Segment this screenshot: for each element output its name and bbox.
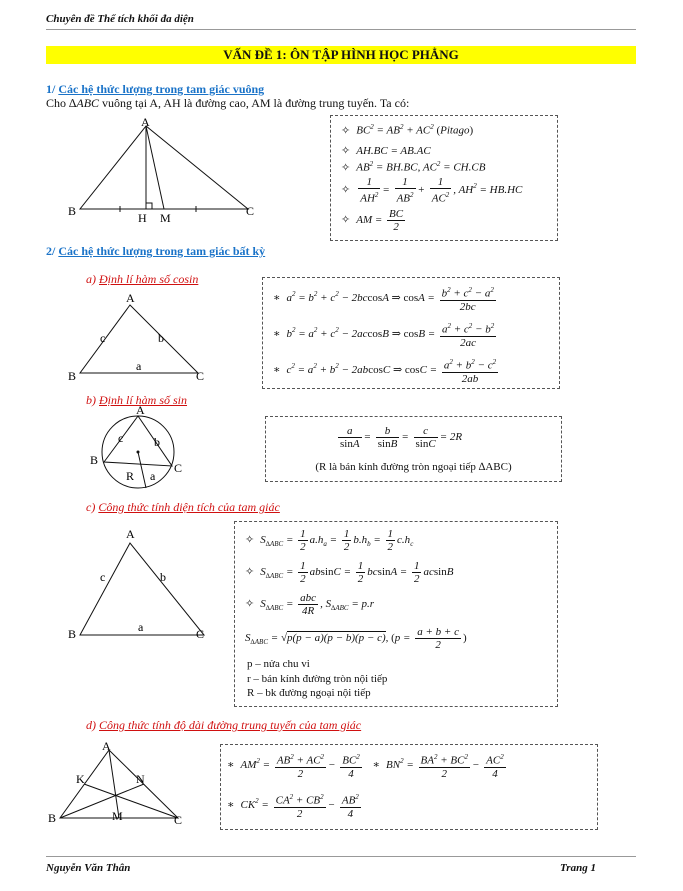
svg-text:R: R [126,469,135,483]
point-H: H [138,211,147,225]
svg-text:b: b [158,331,164,345]
right-triangle-formulas: ✧ $BC^2 = AB^2 + AC^2$ (Pitago) ✧ AH.BC = AB.AC ✧ $AB^2 = BH.BC$, $AC^2 = CH.CB$ ✧ $\frac{1}{AH^2}$ = $\frac{1}{AB^2}$ + $\frac{1}{AC^2}$ , $AH^2 = HB.HC$ ✧ AM = $\frac{BC}{2}$ [330,115,558,241]
footer-author: Nguyễn Văn Thân [46,862,131,874]
svg-text:B: B [90,453,99,467]
cosine-formulas: ∗ $a^2 = b^2 + c^2 - 2bccosA$ ⇒ cosA = $\frac{b^2 + c^2 - a^2}{2bc}$ ∗ $b^2 = a^2 + c^2 - 2accosB$ ⇒ cosB = $\frac{a^2 + c^2 - b^2}{2ac}$ ∗ $c^2 = a^2 + b^2 - 2abcosC$ ⇒ cosC = $\frac{a^2 + b^2 - c^2}{2ab}$ [262,277,560,389]
vertex-A: A [141,115,150,129]
cosine-triangle-figure [64,290,214,385]
section-1-intro: Cho ∆ABC vuông tại A, AH là đường cao, AM là đường trung tuyến. Ta có: [46,96,410,110]
section-1-title: Các hệ thức lượng trong tam giác vuông [58,82,265,96]
area-triangle-figure [64,525,214,643]
svg-text:c: c [100,570,106,584]
svg-text:B: B [48,811,57,825]
right-triangle-figure [60,112,270,232]
svg-text:A: A [102,739,111,753]
svg-text:B: B [68,369,77,383]
semiperimeter-note: p – nửa chu vi [247,658,310,670]
section-1-heading: 1/ Các hệ thức lượng trong tam giác vuông [46,82,265,96]
area-formulas: ✧ $S_{\Delta ABC}$ = $\frac{1}{2}$ $a.h_a$ = $\frac{1}{2}$ $b.h_b$ = $\frac{1}{2}$ $c.h_c$ ✧ $S_{\Delta ABC}$ = $\frac{1}{2}$ absinC = $\frac{1}{2}$ bcsinA = $\frac{1}{2}$ acsinB ✧ $S_{\Delta ABC}$ = $\frac{\text{abc}}{4R}$ , $S_{\Delta ABC} = p.r$ $S_{\Delta ABC} = √p(p - a)(p - b)(p - c)$, (p = $\frac{a + b + c}{2}$ ) p – nửa chu vi r – bán kính đường tròn nội tiếp R – bk đường ngoại nội tiếp [234,521,558,707]
sine-formula-box: $\frac{a}{\sin A}$ = $\frac{b}{\sin B}$ = $\frac{c}{\sin C}$ = 2R (R là bán kính đường tròn ngoại tiếp ∆ABC) [265,416,562,482]
circumradius-note: (R là bán kính đường tròn ngoại tiếp ∆ABC) [315,461,512,473]
point-M: M [160,211,171,225]
svg-text:a: a [150,469,156,483]
section-2-title: Các hệ thức lượng trong tam giác bất kỳ [58,244,266,258]
svg-text:c: c [118,431,124,445]
svg-text:A: A [126,527,135,541]
header-divider [46,29,636,30]
svg-text:K: K [76,772,85,786]
section-2-heading: 2/ Các hệ thức lượng trong tam giác bất kỳ [46,244,266,258]
vertex-B: B [68,204,77,218]
subsection-a-heading: a) Định lí hàm số cosin [86,272,199,286]
subsection-c-heading: c) Công thức tính diện tích của tam giác [86,500,280,514]
svg-text:c: c [100,331,106,345]
svg-text:a: a [136,359,142,373]
circumradius-note-2: R – bk đường ngoại nội tiếp [247,687,371,699]
footer-page: Trang 1 [560,862,596,874]
svg-text:C: C [196,369,205,383]
svg-text:B: B [68,627,77,641]
svg-text:C: C [196,627,205,641]
svg-text:a: a [138,620,144,634]
chapter-banner: VẤN ĐỀ 1: ÔN TẬP HÌNH HỌC PHẲNG [46,46,636,64]
svg-text:A: A [136,403,145,417]
svg-text:N: N [136,772,145,786]
median-formulas: ∗ $AM^2$ = $\frac{AB^2 + AC^2}{2}$ − $\frac{BC^2}{4}$ ∗ $BN^2$ = $\frac{BA^2 + BC^2}{2}$ − $\frac{AC^2}{4}$ ∗ $CK^2$ = $\frac{CA^2 + CB^2}{2}$ − $\frac{AB^2}{4}$ [220,744,598,830]
median-triangle-figure [46,738,196,830]
sine-circle-figure [86,402,196,492]
page-header: Chuyên đề Thể tích khối đa diện [46,13,194,25]
footer-divider [46,856,636,857]
vertex-C: C [246,204,255,218]
inradius-note: r – bán kính đường tròn nội tiếp [247,673,388,685]
svg-text:b: b [154,435,160,449]
svg-text:C: C [174,813,183,827]
svg-text:b: b [160,570,166,584]
svg-text:M: M [112,809,123,823]
subsection-d-heading: d) Công thức tính độ dài đường trung tuyến của tam giác [86,718,362,732]
svg-text:C: C [174,461,183,475]
svg-text:A: A [126,291,135,305]
subsection-b-heading: b) Định lí hàm số sin [86,393,188,407]
